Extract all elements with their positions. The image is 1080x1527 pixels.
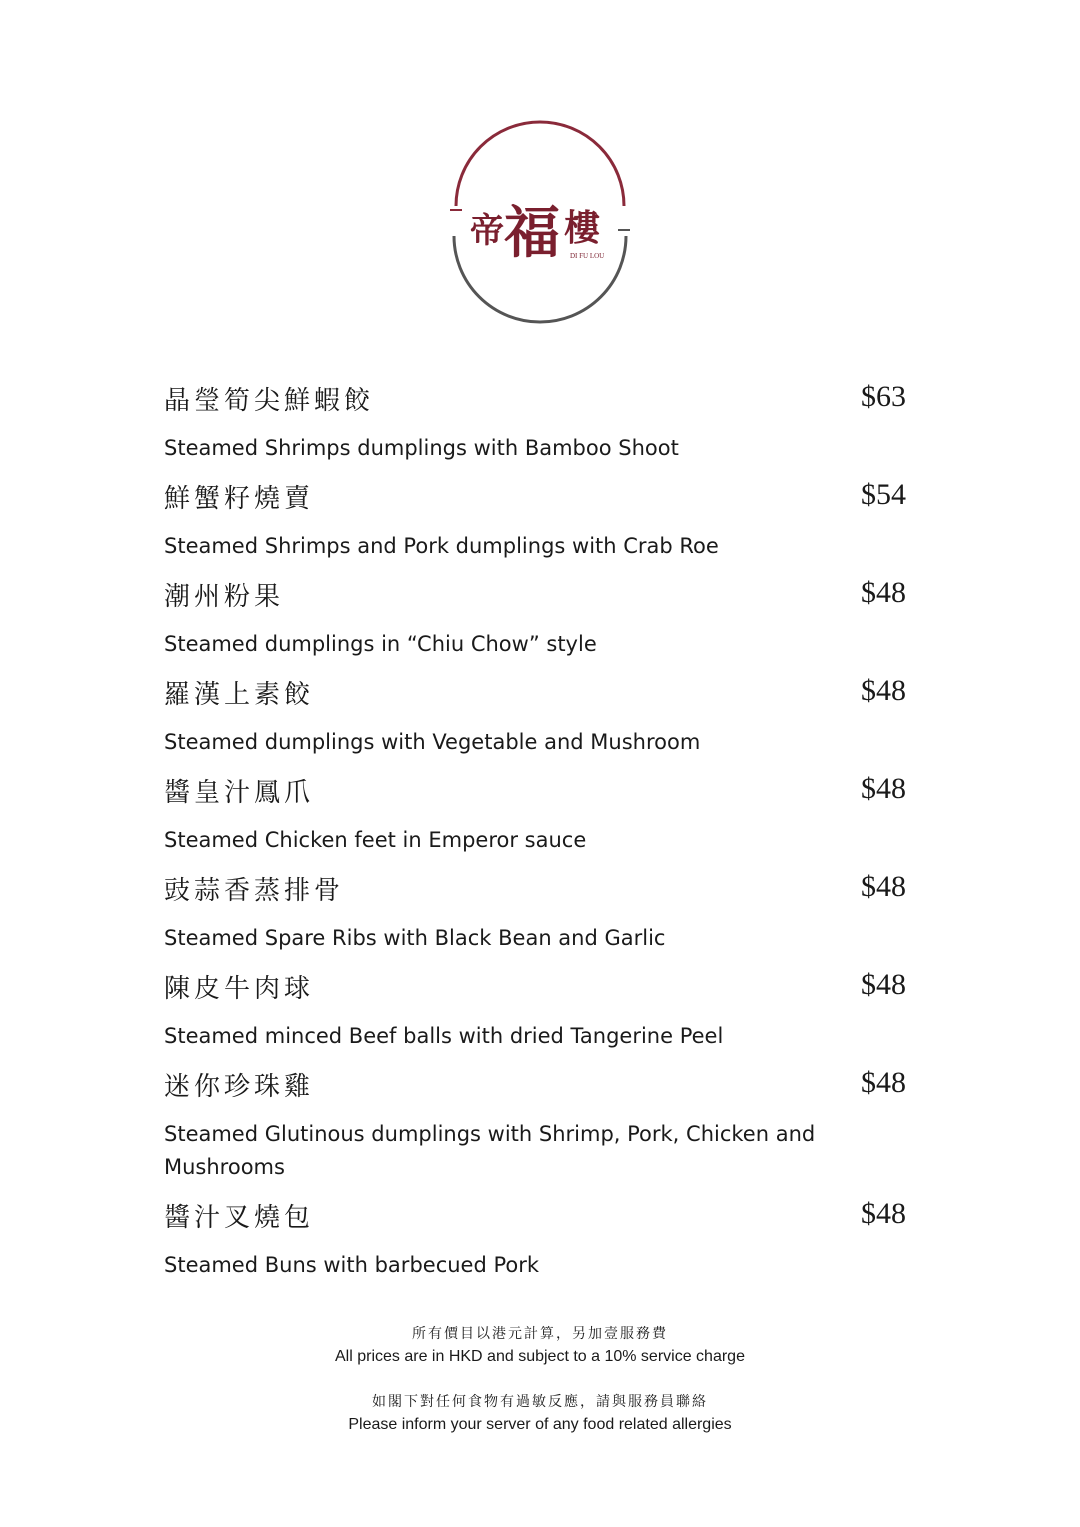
menu-item [164, 666, 906, 764]
menu-item [164, 372, 906, 470]
logo-emblem [446, 118, 634, 326]
item-price: $48 [861, 772, 906, 805]
item-english-name: Steamed minced Beef balls with dried Tangerine Peel [164, 1024, 724, 1048]
item-english-name: Steamed Chicken feet in Emperor sauce [164, 828, 587, 852]
item-chinese-name: 潮州粉果 [164, 582, 285, 612]
item-price: $48 [861, 870, 906, 903]
item-chinese-name: 醬皇汁鳳爪 [164, 778, 315, 808]
item-price: $48 [861, 1066, 906, 1099]
logo-char-1: 帝 [470, 211, 504, 251]
item-english-name: Steamed Glutinous dumplings with Shrimp, Pork, Chicken and Mushrooms [164, 1122, 816, 1179]
item-price: $54 [861, 478, 906, 511]
allergy-note-en: Please inform your server of any food related allergies [348, 1416, 732, 1433]
logo-ring-upper [456, 122, 624, 206]
item-chinese-name: 豉蒜香蒸排骨 [164, 876, 345, 906]
restaurant-logo [446, 118, 634, 326]
item-price: $48 [861, 1197, 906, 1230]
menu-item [164, 568, 906, 666]
item-chinese-name: 迷你珍珠雞 [164, 1072, 315, 1102]
item-english-name: Steamed Shrimps and Pork dumplings with Crab Roe [164, 534, 719, 558]
service-charge-note-zh: 所有價目以港元計算，另加壹服務費 [412, 1326, 668, 1342]
dim-sum-menu [164, 372, 906, 1287]
menu-item [164, 862, 906, 960]
item-chinese-name: 陳皮牛肉球 [164, 974, 315, 1004]
item-chinese-name: 晶瑩筍尖鮮蝦餃 [164, 386, 375, 416]
item-chinese-name: 醬汁叉燒包 [164, 1203, 315, 1233]
menu-item [164, 1058, 906, 1189]
logo-char-3: 樓 [564, 207, 601, 249]
menu-item [164, 960, 906, 1058]
item-english-name: Steamed Shrimps dumplings with Bamboo Shoot [164, 436, 679, 460]
item-price: $48 [861, 968, 906, 1001]
item-price: $48 [861, 674, 906, 707]
menu-item [164, 470, 906, 568]
allergy-note-zh: 如閣下對任何食物有過敏反應，請與服務員聯絡 [372, 1394, 708, 1410]
logo-latin: DI FU LOU [570, 252, 605, 260]
item-chinese-name: 鮮蟹籽燒賣 [164, 484, 315, 514]
service-charge-note-en: All prices are in HKD and subject to a 10% service charge [335, 1348, 745, 1365]
item-chinese-name: 羅漢上素餃 [164, 680, 315, 710]
menu-item [164, 764, 906, 862]
logo-char-2: 福 [504, 200, 560, 266]
item-price: $48 [861, 576, 906, 609]
item-english-name: Steamed Buns with barbecued Pork [164, 1253, 540, 1277]
menu-item [164, 1189, 906, 1287]
menu-footer-notes [0, 1322, 1080, 1436]
item-english-name: Steamed dumplings in “Chiu Chow” style [164, 632, 597, 656]
item-price: $63 [861, 380, 906, 413]
item-english-name: Steamed Spare Ribs with Black Bean and Garlic [164, 926, 666, 950]
item-english-name: Steamed dumplings with Vegetable and Mushroom [164, 730, 701, 754]
